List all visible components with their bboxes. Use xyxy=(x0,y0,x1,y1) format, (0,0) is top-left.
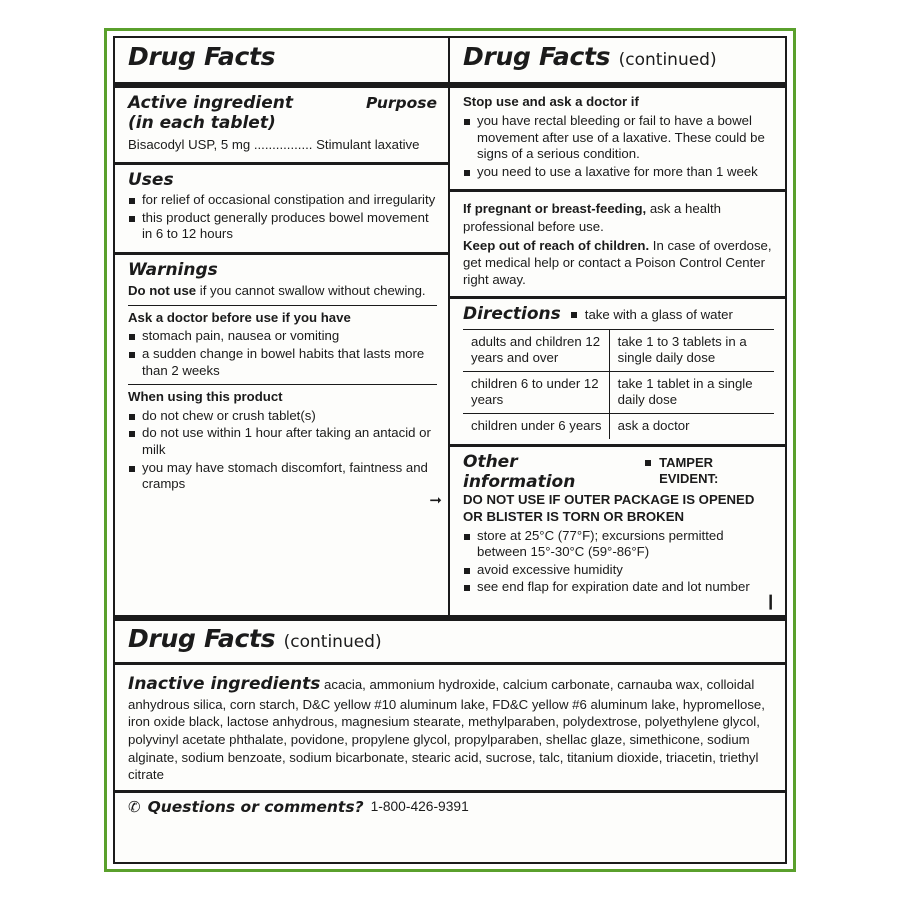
table-row xyxy=(463,414,774,440)
active-ingredient-line: Bisacodyl USP, 5 mg ................ Stimulant laxative xyxy=(128,137,420,153)
page-title: Drug Facts xyxy=(128,42,276,71)
active-ingredient-heading: Active ingredient xyxy=(128,93,293,114)
do-not-use-line xyxy=(128,282,437,299)
list-item: for relief of occasional constipation and irregularity xyxy=(128,192,437,209)
rule-thin-warn-2 xyxy=(128,384,437,385)
warnings-heading: Warnings xyxy=(128,259,218,280)
questions-section xyxy=(115,793,785,820)
other-information-heading: Other information xyxy=(463,452,576,492)
table-row xyxy=(463,371,774,413)
bottom-page-title xyxy=(128,626,772,656)
directions-inline-note: take with a glass of water xyxy=(571,307,733,323)
bottom-page-title-text: Drug Facts xyxy=(128,624,276,654)
keep-out-bold: Keep out of reach of children. xyxy=(463,237,650,253)
list-item: stomach pain, nausea or vomiting xyxy=(128,328,437,345)
keep-out-rest: In case of overdose, get medical help or contact a Poison Control Center right away. xyxy=(463,237,772,287)
bottom-page-title-continued-label: (continued) xyxy=(283,632,382,653)
pregnancy-bold: If pregnant or breast-feeding, xyxy=(463,201,647,217)
ask-doctor-list xyxy=(128,328,437,379)
other-information-section xyxy=(450,447,785,615)
list-item: see end flap for expiration date and lot number xyxy=(463,579,774,596)
phone-number[interactable]: 1-800-426-9391 xyxy=(370,799,469,815)
list-item: store at 25°C (77°F); excursions permitted between 15°-30°C (59°-86°F) xyxy=(463,528,774,561)
directions-heading: Directions xyxy=(463,304,561,325)
when-using-heading: When using this product xyxy=(128,389,283,405)
pregnancy-rest: ask a health professional before use. xyxy=(463,201,721,234)
directions-section xyxy=(450,299,785,444)
active-ingredient-subheading: (in each tablet) xyxy=(128,112,276,133)
continue-arrow-icon: ➞ xyxy=(429,491,442,509)
do-not-use-bold: Do not use xyxy=(128,283,197,299)
list-item: this product generally produces bowel movement in 6 to 12 hours xyxy=(128,210,437,243)
page-title-text: Drug Facts xyxy=(463,42,611,71)
directions-table xyxy=(463,329,774,439)
stop-use-list xyxy=(463,113,774,181)
tamper-evident-text: DO NOT USE IF OUTER PACKAGE IS OPENED OR BLISTER IS TORN OR BROKEN xyxy=(463,492,755,524)
uses-list xyxy=(128,192,437,243)
list-item: do not chew or crush tablet(s) xyxy=(128,408,437,425)
list-item: you need to use a laxative for more than 1 week xyxy=(463,164,774,181)
warnings-section xyxy=(115,255,448,514)
keep-out-line xyxy=(463,237,774,288)
directions-dose: ask a doctor xyxy=(609,414,774,440)
inactive-ingredients-body: acacia, ammonium hydroxide, calcium carbonate, carnauba wax, colloidal anhydrous silica, corn starch, D&C yellow #10 aluminum lake, FD&C yellow #6 aluminum lake, hypromellose, iron oxide black, lactose anhydrous, magnesium stearate, methylparaben, polydextrose, polyethylene glycol, polyvinyl acetate phthalate, povidone, propylene glycol, propylparaben, shellac glaze, simethicone, sodium alginate, sodium benzoate, sodium bicarbonate, stearic acid, sucrose, talc, titanium dioxide, triacetin, triethyl citrate xyxy=(128,677,765,783)
rule-thin-warn-1 xyxy=(128,305,437,306)
pregnancy-keepout-section xyxy=(450,192,785,296)
inactive-ingredients-text xyxy=(128,673,772,783)
right-title-block xyxy=(450,38,785,82)
inactive-ingredients-heading: Inactive ingredients xyxy=(128,674,321,695)
inactive-ingredients-section xyxy=(115,665,785,789)
directions-dose: take 1 tablet in a single daily dose xyxy=(609,371,774,413)
stop-use-section xyxy=(450,88,785,189)
list-item: a sudden change in bowel habits that lasts more than 2 weeks xyxy=(128,346,437,379)
tamper-evident-label: TAMPER EVIDENT: xyxy=(645,455,774,486)
left-column xyxy=(115,38,450,615)
two-column-section xyxy=(115,38,785,615)
list-item: you have rectal bleeding or fail to have a bowel movement after use of a laxative. These could be signs of a serious condition. xyxy=(463,113,774,163)
other-information-list xyxy=(463,528,774,597)
bottom-title-block xyxy=(115,621,785,662)
list-item: avoid excessive humidity xyxy=(463,562,774,579)
list-item: you may have stomach discomfort, faintness and cramps xyxy=(128,460,437,493)
list-item: do not use within 1 hour after taking an antacid or milk xyxy=(128,425,437,458)
pregnancy-line xyxy=(463,200,774,234)
purpose-heading: Purpose xyxy=(366,94,437,113)
page-title-continued-label: (continued) xyxy=(618,50,717,70)
continue-arrow-down-icon: ❙ xyxy=(764,593,777,611)
uses-section xyxy=(115,165,448,252)
do-not-use-rest: if you cannot swallow without chewing. xyxy=(196,283,426,299)
drug-facts-panel xyxy=(113,36,787,864)
stop-use-heading: Stop use and ask a doctor if xyxy=(463,94,639,110)
active-ingredient-header-row xyxy=(128,94,437,114)
directions-header-row xyxy=(463,305,774,325)
ask-doctor-heading: Ask a doctor before use if you have xyxy=(128,309,351,325)
phone-icon: ✆ xyxy=(128,798,141,816)
directions-who: adults and children 12 years and over xyxy=(463,329,609,371)
directions-who: children under 6 years xyxy=(463,414,609,440)
right-column xyxy=(450,38,785,615)
directions-who: children 6 to under 12 years xyxy=(463,371,609,413)
table-row xyxy=(463,329,774,371)
uses-heading: Uses xyxy=(128,169,174,190)
when-using-list xyxy=(128,408,437,493)
directions-dose: take 1 to 3 tablets in a single daily dose xyxy=(609,329,774,371)
active-ingredient-section xyxy=(115,88,448,161)
other-information-header-row xyxy=(463,453,774,492)
page-title-continued xyxy=(463,44,774,74)
questions-label: Questions or comments? xyxy=(147,797,364,816)
left-title-block xyxy=(115,38,448,82)
